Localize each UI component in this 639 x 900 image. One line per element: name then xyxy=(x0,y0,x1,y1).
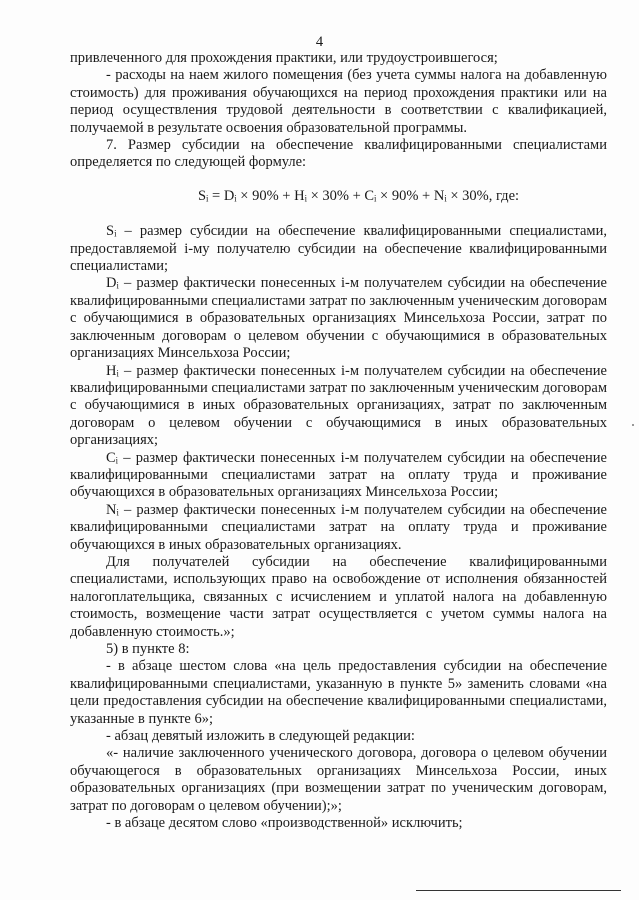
paragraph-def-h: Hᵢ – размер фактически понесенных i-м получателем субсидии на обеспечение квалифицированными специалистами затрат по заключенным ученическим договорам с обучающимися в иных образовательных организациях, затрат по заключенным договорам о целевом обучении с обучающимися в иных образовательных организациях; xyxy=(70,362,607,449)
formula: Sᵢ = Dᵢ × 90% + Hᵢ × 30% + Cᵢ × 90% + Nᵢ × 30%, где: xyxy=(197,187,520,204)
paragraph-vat-note: Для получателей субсидии на обеспечение квалифицированными специалистами, использующих право на освобождение от исполнения обязанностей налогоплательщика, связанных с исчислением и уплатой налога на добавленную стоимость, возмещение части затрат осуществляется с учетом суммы налога на добавленную стоимость.»; xyxy=(70,553,607,640)
footer-rule xyxy=(416,890,621,891)
document-body xyxy=(70,50,607,832)
paragraph-def-c: Cᵢ – размер фактически понесенных i-м получателем субсидии на обеспечение квалифицированными специалистами затрат на оплату труда и проживание обучающихся в образовательных организациях Минсельхоза России; xyxy=(70,449,607,501)
paragraph-continuation: привлеченного для прохождения практики, или трудоустроившегося; xyxy=(70,50,498,66)
paragraph-housing-expenses: - расходы на наем жилого помещения (без учета суммы налога на добавленную стоимость) для проживания обучающихся на период прохождения практики или на период осуществления трудовой деятельности в соответствии с квалификацией, получаемой в результате освоения образовательной программы. xyxy=(70,67,607,136)
paragraph-def-n: Nᵢ – размер фактически понесенных i-м получателем субсидии на обеспечение квалифицированными специалистами затрат на оплату труда и проживание обучающихся в иных образовательных организациях. xyxy=(70,501,607,553)
paragraph-amend-10: - в абзаце десятом слово «производственной» исключить; xyxy=(106,815,463,832)
paragraph-def-s: Sᵢ – размер субсидии на обеспечение квалифицированными специалистами, предоставляемой i-му получателю субсидии на обеспечение квалифицированными специалистами; xyxy=(70,223,607,275)
paragraph-item-7: 7. Размер субсидии на обеспечение квалифицированными специалистами определяется по следующей формуле: xyxy=(70,137,607,171)
page-number: 4 xyxy=(315,34,324,50)
paragraph-amend-9: - абзац девятый изложить в следующей редакции: xyxy=(106,728,415,745)
scan-speck xyxy=(632,424,634,426)
paragraph-amend-9-text: «- наличие заключенного ученического договора, договора о целевом обучении обучающегося в образовательных организациях Минсельхоза России, иных образовательных организациях (при возмещении затрат по ученическим договорам, затрат по договорам о целевом обучении);»; xyxy=(70,745,607,814)
paragraph-amend-6: - в абзаце шестом слова «на цель предоставления субсидии на обеспечение квалифицированными специалистами, указанную в пункте 5» заменить словами «на цели предоставления субсидии на обеспечение квалифицированными специалистами, указанные в пункте 6»; xyxy=(70,658,607,727)
paragraph-def-d: Dᵢ – размер фактически понесенных i-м получателем субсидии на обеспечение квалифицированными специалистами затрат по заключенным ученическим договорам с обучающимися в образовательных организациях Минсельхоза России, затрат по заключенным договорам о целевом обучении с обучающимися в образовательных организациях Минсельхоза России; xyxy=(70,275,607,362)
paragraph-item-5: 5) в пункте 8: xyxy=(106,641,190,657)
